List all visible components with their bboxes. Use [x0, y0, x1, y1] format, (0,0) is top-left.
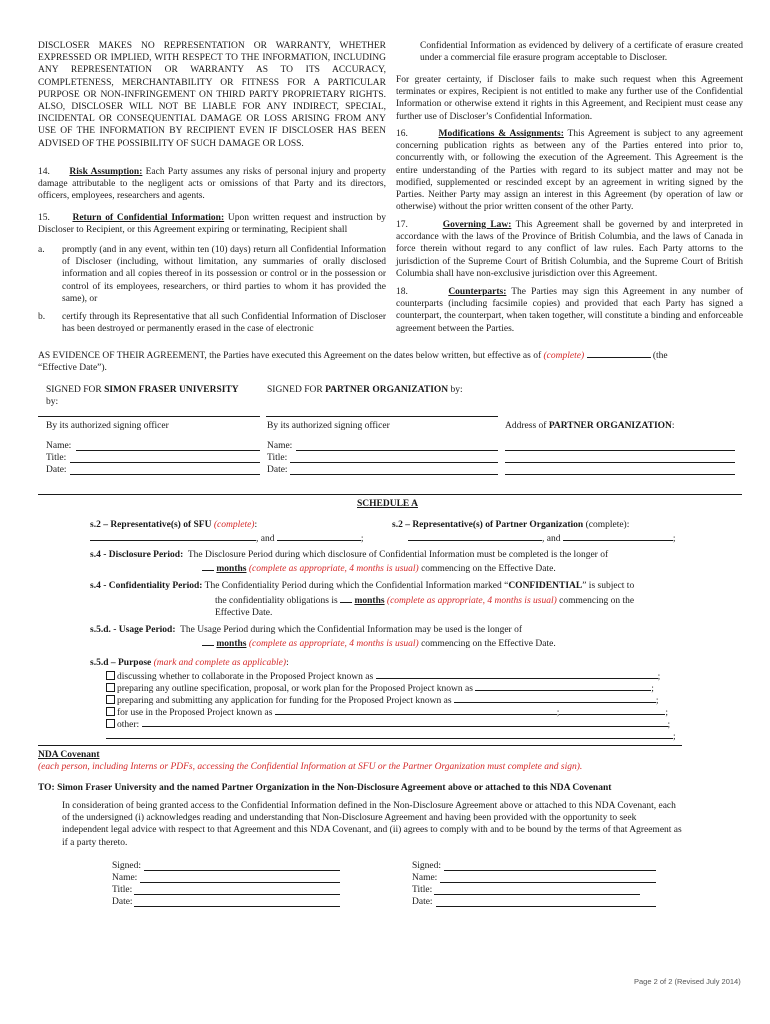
sfu-name-field — [46, 440, 71, 452]
disclosure-period-line2 — [202, 561, 692, 575]
section-15b-text: certify through its Representative that all such Confidential Information of Discloser has been destroyed or permanently erased in the case of electronic — [62, 312, 386, 335]
evidence-complete-note: (complete) — [543, 351, 585, 361]
cov-left-name-line[interactable] — [140, 882, 340, 883]
rep-partner-line-2[interactable] — [563, 531, 673, 541]
purpose-option-1-line-a[interactable] — [376, 669, 528, 679]
section-15a-label: a. — [38, 245, 45, 255]
purpose-extra-row — [106, 729, 686, 743]
rep-sfu-label: s.2 – Representative(s) of SFU — [90, 520, 212, 530]
sfu-date-field — [46, 464, 67, 476]
disclaimer-paragraph: DISCLOSER MAKES NO REPRESENTATION OR WARRANTY, WHETHER EXPRESSED OR IMPLIED, WITH RESPECT TO THE INFORMATION, INCLUDING ANY REPRESENTATION OR WARRANTY AS TO ITS ACCURACY, COMPLETENESS, MERCHANTABILITY OR FITNESS FOR A PARTICULAR PURPOSE OR NON-INFRINGEMENT ON THIRD PARTY PROPRIETARY RIGHTS. ALSO, DISCLOSER WILL NOT BE LIABLE FOR ANY INDIRECT, SPECIAL, INCIDENTAL OR CONSEQUENTIAL DAMAGE OR LOSS ARISING FROM ANY USE OF THE INFORMATION BY RECIPIENT EVEN IF DISCLOSER HAS BEEN ADVISED OF THE POSSIBILITY OF SUCH DAMAGE OR LOSS. — [38, 41, 386, 149]
purpose-option-3-line-a[interactable] — [454, 693, 640, 703]
address-line-2[interactable] — [505, 462, 735, 463]
purpose-checkbox-1[interactable] — [106, 671, 115, 680]
schedule-title: SCHEDULE A — [357, 499, 418, 509]
cov-right-signed-label: Signed: — [412, 861, 442, 871]
purpose-option-1-label: discussing whether to collaborate in the Proposed Project known as — [117, 672, 374, 682]
purpose-option-3-line-b[interactable] — [640, 693, 656, 703]
cov-right-name — [412, 872, 437, 884]
usage-months-word: months — [216, 639, 247, 649]
schedule-divider — [38, 494, 742, 495]
usage-text: The Usage Period during which the Confidential Information may be used is the longer of — [180, 625, 523, 635]
address-line-3[interactable] — [505, 474, 735, 475]
confidentiality-commencing: commencing on the — [559, 596, 635, 606]
cov-right-signed-line[interactable] — [444, 870, 656, 871]
section-14 — [38, 166, 386, 203]
purpose-option-4-semicolon-b: ; — [665, 708, 669, 718]
section-16-number: 16. — [396, 129, 408, 139]
cov-left-title-label: Title: — [112, 885, 133, 895]
partner-name: PARTNER ORGANIZATION — [325, 385, 449, 395]
cov-left-name-label: Name: — [112, 873, 138, 883]
rep-partner-complete: (complete): — [585, 520, 630, 530]
address-prefix: Address of — [505, 421, 547, 431]
purpose-option-4-line-a[interactable] — [275, 705, 557, 715]
sfu-name-label: Name: — [46, 441, 72, 451]
usage-period — [90, 624, 690, 636]
purpose-option-4-label: for use in the Proposed Project known as — [117, 708, 273, 718]
covenant-title: NDA Covenant — [38, 750, 100, 760]
purpose-heading — [90, 657, 690, 669]
section-17-text: This Agreement shall be governed by and interpreted in accordance with the laws of the Province of British Columbia, and the laws of Canada in force therein without regard to any conflict of law rules. Each Party attorns to the jurisdiction of the Supreme Court of British Columbia, and the Supreme Court of British Columbia shall have non-exclusive jurisdiction over this Agreement. — [396, 220, 744, 279]
confidentiality-label: s.4 - Confidentiality Period: — [90, 581, 203, 591]
section-15-heading: Return of Confidential Information: — [72, 213, 225, 223]
usage-months-note: (complete as appropriate, 4 months is usual) — [248, 639, 419, 649]
purpose-option-1-line-b[interactable] — [528, 669, 658, 679]
disclosure-commencing: commencing on the Effective Date. — [421, 564, 556, 574]
disclosure-months-input[interactable] — [202, 561, 214, 571]
usage-months-input[interactable] — [202, 636, 214, 646]
partner-date-label: Date: — [267, 465, 288, 475]
purpose-checkbox-3[interactable] — [106, 695, 115, 704]
cov-right-signed — [412, 860, 441, 872]
signed-for-sfu — [46, 384, 266, 408]
evidence-clause — [38, 348, 748, 374]
purpose-option-4-semicolon-a: ; — [556, 708, 560, 718]
address-org-name: PARTNER ORGANIZATION — [548, 421, 672, 431]
signed-for-partner-label: SIGNED FOR — [267, 385, 323, 395]
rep-partner-line-1[interactable] — [408, 531, 542, 541]
rep-sfu-semicolon: ; — [360, 534, 364, 545]
section-16 — [396, 128, 743, 213]
rep-sfu-complete: (complete) — [213, 520, 255, 530]
confidentiality-months-input[interactable] — [340, 593, 352, 603]
partner-title-field — [267, 452, 287, 464]
section-18-text: The Parties may sign this Agreement in any number of counterparts (including facsimile copies) and provided that each Party has signed a counterpart, the counterpart, when taken together, will constitute a binding and enforceable agreement between the Parties. — [396, 287, 744, 334]
section-17-number: 17. — [396, 220, 408, 230]
cov-left-signed-label: Signed: — [112, 861, 142, 871]
evidence-prefix: AS EVIDENCE OF THEIR AGREEMENT, the Parties have executed this Agreement on the dates below written, but effective as of — [38, 351, 542, 361]
address-line-1[interactable] — [505, 450, 735, 451]
confidentiality-period — [90, 580, 690, 592]
partner-officer-label: By its authorized signing officer — [267, 421, 390, 431]
partner-title-line[interactable] — [290, 462, 498, 463]
purpose-option-5-label: other: — [117, 720, 140, 730]
partner-title-label: Title: — [267, 453, 288, 463]
purpose-option-3-label: preparing and submitting any application for funding for the Proposed Project known as — [117, 696, 452, 706]
cov-right-title-line[interactable] — [434, 894, 640, 895]
cov-right-title-label: Title: — [412, 885, 433, 895]
sfu-officer-label: By its authorized signing officer — [46, 421, 169, 431]
section-17 — [396, 219, 743, 280]
confidentiality-line2-text: the confidentiality obligations is — [215, 596, 338, 606]
section-15a-text: promptly (and in any event, within ten (10) days) return all Confidential Information of Discloser (including, without limitation, any summaries of orally disclosed information and all copies thereof in its possession or control or in the possession or control of its employees, researchers, or third parties to whom it has provided the same), or — [62, 245, 386, 304]
covenant-body: In consideration of being granted access to the Confidential Information defined in the Non-Disclosure Agreement above or attached to this NDA Covenant, each of the undersigned (i) acknowledges reading and understanding that Non-Disclosure Agreement and having been provided with the opportunity to seek independent legal advice with respect to that Agreement and this NDA Covenant, and (ii) agrees to comply with and to be bound by the terms of that Agreement as if a party thereto. — [62, 801, 682, 848]
partner-date-line[interactable] — [290, 474, 498, 475]
disclosure-months-note: (complete as appropriate, 4 months is usual) — [248, 564, 419, 574]
sfu-title-line[interactable] — [70, 462, 260, 463]
cov-left-signed — [112, 860, 141, 872]
confidentiality-text-a: The Confidentiality Period during which the Confidential Information marked “ — [204, 581, 509, 591]
cov-right-title — [412, 884, 432, 896]
section-15b-label: b. — [38, 312, 46, 322]
covenant-to: TO: Simon Fraser University and the named Partner Organization in the Non-Disclosure Agreement above or attached to this NDA Covenant — [38, 783, 612, 793]
section-18-number: 18. — [396, 287, 408, 297]
confidentiality-effective-date: Effective Date. — [215, 608, 273, 619]
certainty-paragraph: For greater certainty, if Discloser fails to make such request when this Agreement terminates or expires, Recipient is not entitled to make any further use of the Confidential Information or otherwise extend it rights in this Agreement, and Recipient must cease any further use of Discloser’s Confidential Information. — [396, 75, 743, 122]
disclosure-text: The Disclosure Period during which disclosure of Confidential Information must be completed is the longer of — [187, 550, 609, 560]
purpose-option-1-semicolon: ; — [657, 672, 661, 682]
partner-address-label — [505, 420, 675, 432]
section-16-text: This Agreement is subject to any agreement concerning publication rights as between any of the Parties entered into prior to, concurrently with, or following the execution of the Agreement. This Agreement is the entire understanding of the Parties with regard to its subject matter and may not be modified, supplemented or rescinded except by an agreement in writing signed by the Parties. Neither Party may assign an interest in this Agreement (by operation of law or otherwise) without the prior written consent of the other Party. — [396, 129, 743, 213]
cov-right-date-label: Date: — [412, 897, 433, 907]
sfu-title-field — [46, 452, 66, 464]
usage-period-line2 — [202, 636, 692, 650]
rep-sfu-and: , and — [256, 534, 275, 545]
usage-label: s.5.d. - Usage Period: — [90, 625, 176, 635]
evidence-line2: “Effective Date”). — [38, 363, 107, 374]
covenant-note: (each person, including Interns or PDFs, accessing the Confidential Information at SFU or the Partner Organization must complete and sign). — [38, 762, 583, 772]
rep-sfu-colon: : — [254, 520, 258, 530]
purpose-note: (mark and complete as applicable) — [153, 658, 287, 668]
evidence-suffix: (the — [652, 351, 668, 361]
sfu-title-label: Title: — [46, 453, 67, 463]
rep-sfu — [90, 519, 380, 545]
cov-left-name — [112, 872, 137, 884]
sfu-name-line[interactable] — [76, 450, 260, 451]
section-17-heading: Governing Law: — [442, 220, 512, 230]
purpose-label: s.5.d – Purpose — [90, 658, 152, 668]
usage-commencing: commencing on the Effective Date. — [421, 639, 556, 649]
cov-left-title-line[interactable] — [134, 894, 340, 895]
purpose-option-3-semicolon: ; — [655, 696, 659, 706]
disclosure-months-word: months — [216, 564, 247, 574]
rep-partner — [392, 519, 692, 545]
address-colon: : — [671, 421, 675, 431]
partner-name-field — [267, 440, 292, 452]
purpose-option-2-label: preparing any outline specification, proposal, or work plan for the Proposed Project known as — [117, 684, 473, 694]
purpose-option-4-line-b[interactable] — [559, 705, 665, 715]
section-14-number: 14. — [38, 167, 50, 177]
partner-signature-line[interactable] — [266, 416, 498, 417]
partner-name-line[interactable] — [296, 450, 498, 451]
confidential-word: CONFIDENTIAL — [508, 581, 583, 591]
section-15-number: 15. — [38, 213, 50, 223]
cov-left-date-label: Date: — [112, 897, 133, 907]
confidentiality-period-line2 — [215, 593, 695, 619]
purpose-option-5-line[interactable] — [142, 717, 668, 727]
purpose-checkbox-4[interactable] — [106, 707, 115, 716]
section-15-text: Upon written request and instruction by Discloser to Recipient, or this Agreement expiring or terminating, Recipient shall — [38, 213, 386, 236]
section-18-heading: Counterparts: — [448, 287, 507, 297]
covenant-divider — [38, 745, 682, 746]
signed-for-partner — [267, 384, 507, 396]
rep-partner-semicolon: ; — [672, 534, 676, 545]
sfu-date-label: Date: — [46, 465, 67, 475]
confidentiality-text-b: ” is subject to — [582, 581, 635, 591]
section-15b-continuation: Confidential Information as evidenced by delivery of a certificate of erasure created under a commercial file erasure program acceptable to Discloser. — [420, 41, 743, 64]
partner-date-field — [267, 464, 288, 476]
cov-right-name-line[interactable] — [440, 882, 656, 883]
sfu-name: SIMON FRASER UNIVERSITY — [104, 385, 239, 395]
section-16-heading: Modifications & Assignments: — [438, 129, 564, 139]
cov-right-name-label: Name: — [412, 873, 438, 883]
cov-right-date — [412, 896, 433, 908]
disclosure-label: s.4 - Disclosure Period: — [90, 550, 184, 560]
effective-date-line[interactable] — [587, 348, 651, 358]
section-14-heading: Risk Assumption: — [69, 167, 143, 177]
signed-for-label: SIGNED FOR — [46, 385, 102, 395]
purpose-option-2-semicolon: ; — [651, 684, 654, 694]
purpose-extra-line[interactable] — [106, 729, 673, 739]
rep-sfu-line-1[interactable] — [90, 531, 256, 541]
purpose-extra-semicolon: ; — [673, 732, 676, 742]
section-14-text: Each Party assumes any risks of personal injury and property damage attributable to the negligent acts or omissions of that Party and its directors, officers, employees, researchers and agents. — [38, 167, 386, 202]
rep-sfu-line-2[interactable] — [277, 531, 361, 541]
confidentiality-months-note: (complete as appropriate, 4 months is usual) — [386, 596, 557, 606]
rep-partner-label: s.2 – Representative(s) of Partner Organization — [392, 520, 584, 530]
sfu-by-label: by: — [46, 397, 59, 408]
section-18 — [396, 286, 743, 335]
cov-left-signed-line[interactable] — [144, 870, 340, 871]
cov-left-date-line[interactable] — [134, 906, 340, 907]
page-footer: Page 2 of 2 (Revised July 2014) — [634, 977, 741, 986]
purpose-checkbox-5[interactable] — [106, 719, 115, 728]
disclosure-period — [90, 549, 690, 561]
rep-partner-and: , and — [542, 534, 561, 545]
partner-name-label: Name: — [267, 441, 293, 451]
sfu-date-line[interactable] — [70, 474, 260, 475]
purpose-option-5-semicolon: ; — [667, 720, 671, 730]
section-15 — [38, 212, 386, 236]
partner-by-label: by: — [450, 385, 463, 395]
purpose-colon: : — [286, 658, 289, 668]
cov-left-title — [112, 884, 132, 896]
confidentiality-months-word: months — [354, 596, 385, 606]
purpose-option-2-line[interactable] — [475, 681, 651, 691]
purpose-checkbox-2[interactable] — [106, 683, 115, 692]
cov-left-date — [112, 896, 133, 908]
sfu-signature-line[interactable] — [38, 416, 260, 417]
cov-right-date-line[interactable] — [436, 906, 656, 907]
